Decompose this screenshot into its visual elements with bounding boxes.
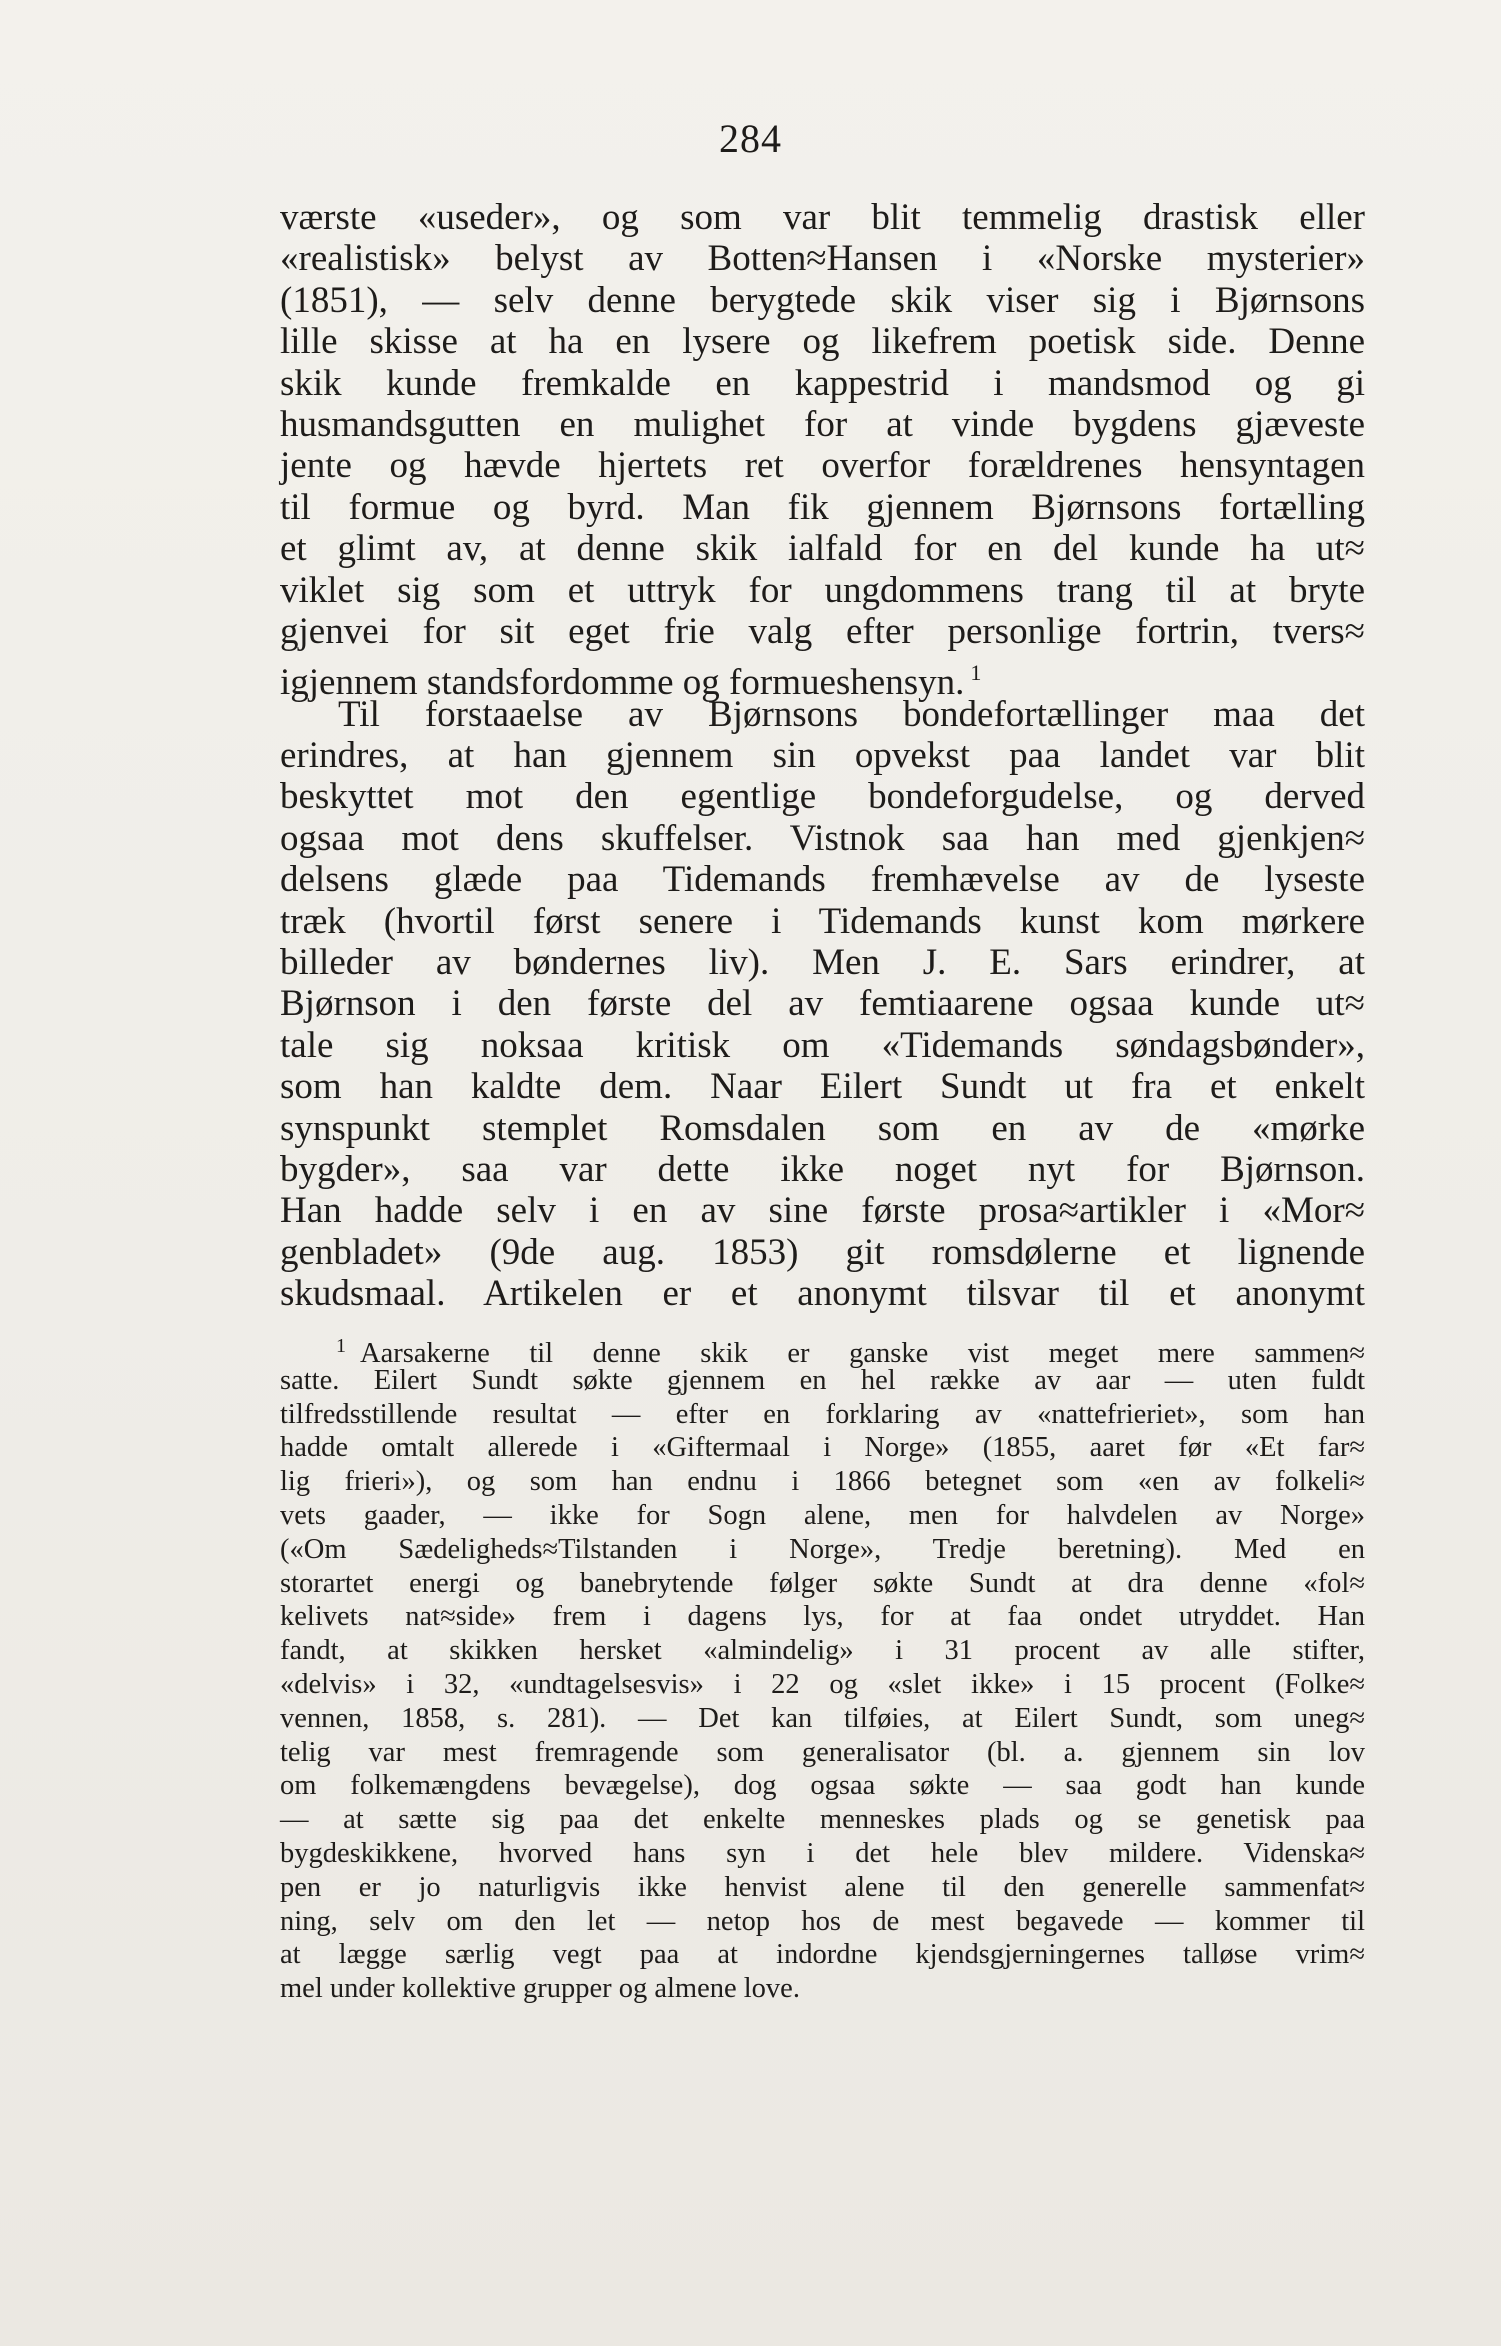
- text-line: tale sig noksaa kritisk om «Tidemands søndagsbønder»,: [280, 1024, 1365, 1066]
- footnote-line: at lægge særlig vegt paa at indordne kjendsgjerningernes talløse vrim≈: [280, 1939, 1365, 1971]
- footnote-line: lig frieri»), og som han endnu i 1866 betegnet som «en av folkeli≈: [280, 1466, 1365, 1498]
- text-line: delsens glæde paa Tidemands fremhævelse av de lyseste: [280, 859, 1365, 901]
- text-line: viklet sig som et uttryk for ungdommens trang til at bryte: [280, 569, 1365, 611]
- footnote-line: telig var mest fremragende som generalisator (bl. a. gjennem sin lov: [280, 1736, 1365, 1768]
- footnote-line: kelivets nat≈side» frem i dagens lys, for at faa ondet utryddet. Han: [280, 1601, 1365, 1633]
- text-line: lille skisse at ha en lysere og likefrem poetisk side. Denne: [280, 321, 1365, 363]
- text-line: billeder av bøndernes liv). Men J. E. Sars erindrer, at: [280, 942, 1365, 984]
- text-line: ogsaa mot dens skuffelser. Vistnok saa han med gjenkjen≈: [280, 817, 1365, 859]
- text-line: erindres, at han gjennem sin opvekst paa landet var blit: [280, 735, 1365, 777]
- text-line: [280, 652, 1365, 704]
- footnote-line: bygdeskikkene, hvorved hans syn i det hele blev mildere. Videnska≈: [280, 1837, 1365, 1869]
- text-line: Bjørnson i den første del av femtiaarene ogsaa kunde ut≈: [280, 983, 1365, 1025]
- text-line: et glimt av, at denne skik ialfald for en del kunde ha ut≈: [280, 528, 1365, 570]
- main-text: [280, 197, 1365, 1315]
- footnote-line: fandt, at skikken hersket «almindelig» i 31 procent av alle stifter,: [280, 1635, 1365, 1667]
- page-number: 284: [719, 116, 782, 161]
- text-line: bygder», saa var dette ikke noget nyt for Bjørnson.: [280, 1148, 1365, 1190]
- footnote-line: mel under kollektive grupper og almene love.: [280, 1973, 800, 2005]
- text-line: skudsmaal. Artikelen er et anonymt tilsvar til et anonymt: [280, 1273, 1365, 1315]
- text-line: (1851), — selv denne berygtede skik viser sig i Bjørnsons: [280, 279, 1365, 321]
- text-line: skik kunde fremkalde en kappestrid i mandsmod og gi: [280, 362, 1365, 404]
- text-line-content: igjennem standsfordomme og formueshensyn.: [280, 662, 965, 704]
- text-line: værste «useder», og som var blit temmelig drastisk eller: [280, 197, 1365, 238]
- footnote-line: satte. Eilert Sundt søkte gjennem en hel række av aar — uten fuldt: [280, 1364, 1365, 1396]
- footnote-line: vennen, 1858, s. 281). — Det kan tilføies, at Eilert Sundt, som uneg≈: [280, 1702, 1365, 1734]
- footnote-line: pen er jo naturligvis ikke henvist alene til den generelle sammenfat≈: [280, 1871, 1365, 1903]
- footnote-line: om folkemængdens bevægelse), dog ogsaa søkte — saa godt han kunde: [280, 1770, 1365, 1802]
- footnote-line: tilfredsstillende resultat — efter en forklaring av «nattefrieriet», som han: [280, 1398, 1365, 1430]
- text-line: træk (hvortil først senere i Tidemands kunst kom mørkere: [280, 900, 1365, 942]
- footnote-line: hadde omtalt allerede i «Giftermaal i Norge» (1855, aaret før «Et far≈: [280, 1432, 1365, 1464]
- text-line: husmandsgutten en mulighet for at vinde bygdens gjæveste: [280, 403, 1365, 445]
- text-line: Han hadde selv i en av sine første prosa≈artikler i «Mor≈: [280, 1190, 1365, 1232]
- text-line: jente og hævde hjertets ret overfor forældrenes hensyntagen: [280, 445, 1365, 487]
- text-line: genbladet» (9de aug. 1853) git romsdølerne et lignende: [280, 1231, 1365, 1273]
- footnote-line: storartet energi og banebrytende følger søkte Sundt at dra denne «fol≈: [280, 1567, 1365, 1599]
- text-line: gjenvei for sit eget frie valg efter personlige fortrin, tvers≈: [280, 610, 1365, 652]
- footnote-reference[interactable]: 1: [970, 660, 982, 686]
- text-line: synspunkt stemplet Romsdalen som en av de «mørke: [280, 1107, 1365, 1149]
- text-line: til formue og byrd. Man fik gjennem Bjørnsons fortælling: [280, 486, 1365, 528]
- footnote-line-content: Aarsakerne til denne skik er ganske vist meget mere sammen≈: [360, 1338, 1365, 1369]
- text-line: beskyttet mot den egentlige bondeforgudelse, og derved: [280, 776, 1365, 818]
- footnote-mark: 1: [336, 1335, 346, 1357]
- text-line: Til forstaaelse av Bjørnsons bondefortællinger maa det: [338, 693, 1365, 735]
- footnote-line: [280, 1330, 1365, 1369]
- footnote-line: («Om Sædeligheds≈Tilstanden i Norge», Tredje beretning). Med en: [280, 1533, 1365, 1565]
- footnote-line: «delvis» i 32, «undtagelsesvis» i 22 og «slet ikke» i 15 procent (Folke≈: [280, 1668, 1365, 1700]
- footnote-line: — at sætte sig paa det enkelte menneskes plads og se genetisk paa: [280, 1804, 1365, 1836]
- footnote-line: vets gaader, — ikke for Sogn alene, men for halvdelen av Norge»: [280, 1499, 1365, 1531]
- footnote-line: ning, selv om den let — netop hos de mest begavede — kommer til: [280, 1905, 1365, 1937]
- text-line: som han kaldte dem. Naar Eilert Sundt ut fra et enkelt: [280, 1066, 1365, 1108]
- footnote: [280, 1330, 1365, 2006]
- text-line: «realistisk» belyst av Botten≈Hansen i «Norske mysterier»: [280, 238, 1365, 280]
